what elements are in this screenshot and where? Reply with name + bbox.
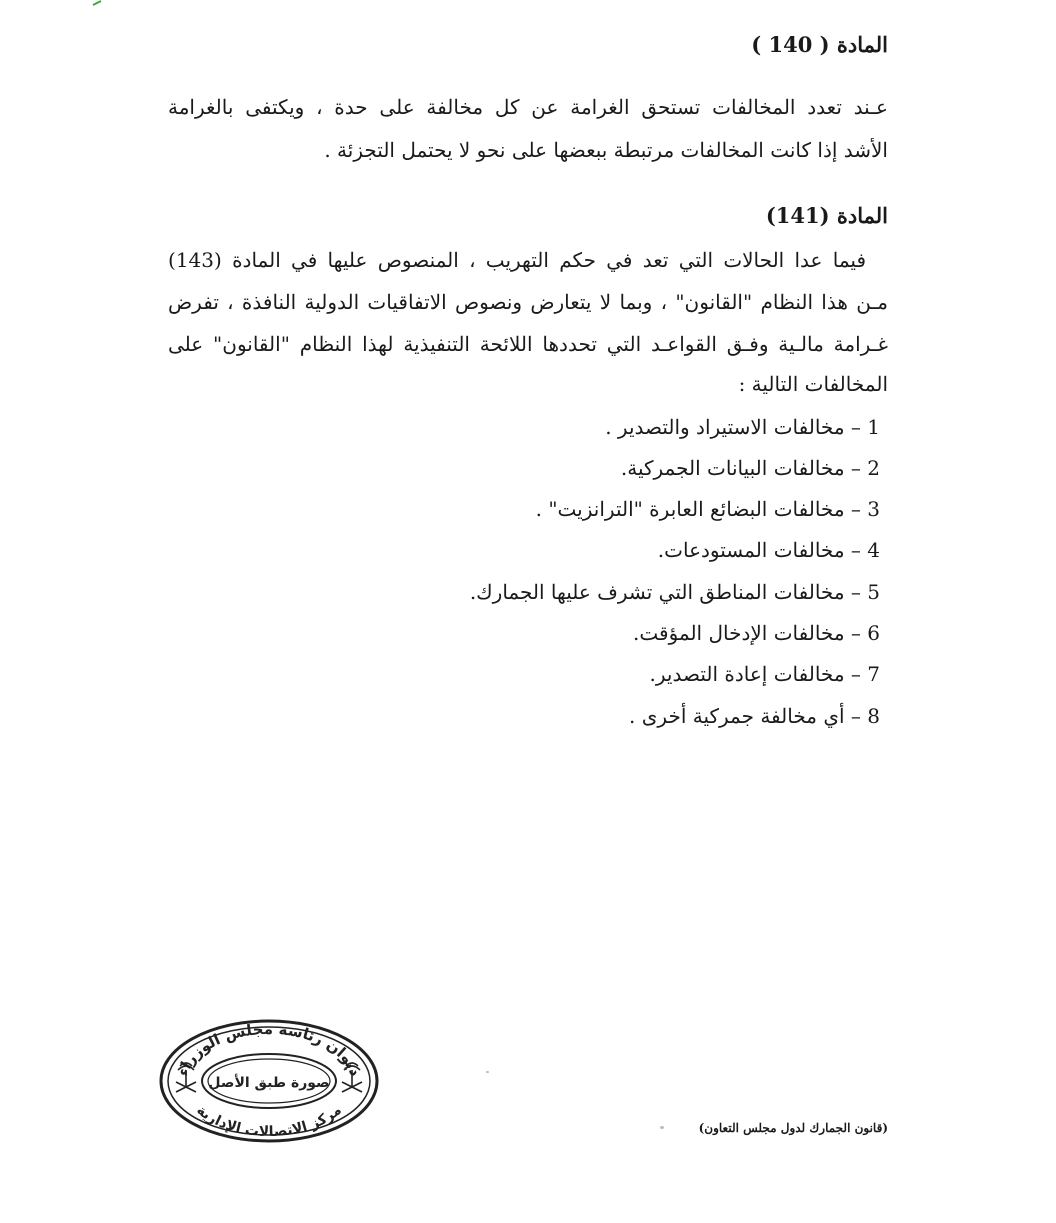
list-item-8: 8 – أي مخالفة جمركية أخرى .	[629, 704, 880, 728]
article-140-line-2: الأشد إذا كانت المخالفات مرتبطة ببعضها على نحو لا يحتمل التجزئة .	[324, 138, 888, 162]
article-141-line-2: مـن هذا النظام "القانون" ، وبما لا يتعارض ونصوص الاتفاقيات الدولية النافذة ، تفرض	[168, 290, 888, 314]
list-item-5: 5 – مخالفات المناطق التي تشرف عليها الجمارك.	[469, 580, 880, 604]
list-item-4: 4 – مخالفات المستودعات.	[657, 538, 880, 562]
list-item-2: 2 – مخالفات البيانات الجمركية.	[620, 456, 880, 480]
scan-speck	[660, 1126, 664, 1129]
article-141-heading: المادة (141)	[765, 203, 888, 228]
seal-outer-text: ديوان رئاسة مجلس الوزراء	[173, 1019, 365, 1079]
seal-inner-text: صورة طبق الأصل	[208, 1075, 330, 1091]
official-seal-stamp	[158, 1018, 380, 1144]
article-141-line-4: المخالفات التالية :	[738, 372, 888, 396]
scan-mark-icon	[92, 0, 102, 6]
list-item-6: 6 – مخالفات الإدخال المؤقت.	[633, 621, 880, 645]
list-item-1: 1 – مخالفات الاستيراد والتصدير .	[605, 415, 880, 439]
article-140-heading: المادة ( 140 )	[751, 32, 888, 57]
footer-caption: (قانون الجمارك لدول مجلس التعاون)	[698, 1121, 888, 1135]
article-141-line-1: فيما عدا الحالات التي تعد في حكم التهريب ، المنصوص عليها في المادة (143)	[168, 248, 866, 272]
svg-text:ديوان رئاسة مجلس الوزراء	[173, 1020, 364, 1079]
list-item-7: 7 – مخالفات إعادة التصدير.	[649, 662, 880, 686]
list-item-3: 3 – مخالفات البضائع العابرة "الترانزيت" .	[535, 497, 880, 521]
scan-speck	[486, 1071, 489, 1073]
svg-text:مركز الاتصالات الإدارية: مركز الاتصالات الإدارية	[193, 1102, 345, 1141]
article-141-line-3: غـرامة مالـية وفـق القواعـد التي تحددها اللائحة التنفيذية لهذا النظام "القانون" على	[168, 332, 888, 356]
article-140-line-1: عـند تعدد المخالفات تستحق الغرامة عن كل مخالفة على حدة ، ويكتفى بالغرامة	[168, 95, 888, 119]
